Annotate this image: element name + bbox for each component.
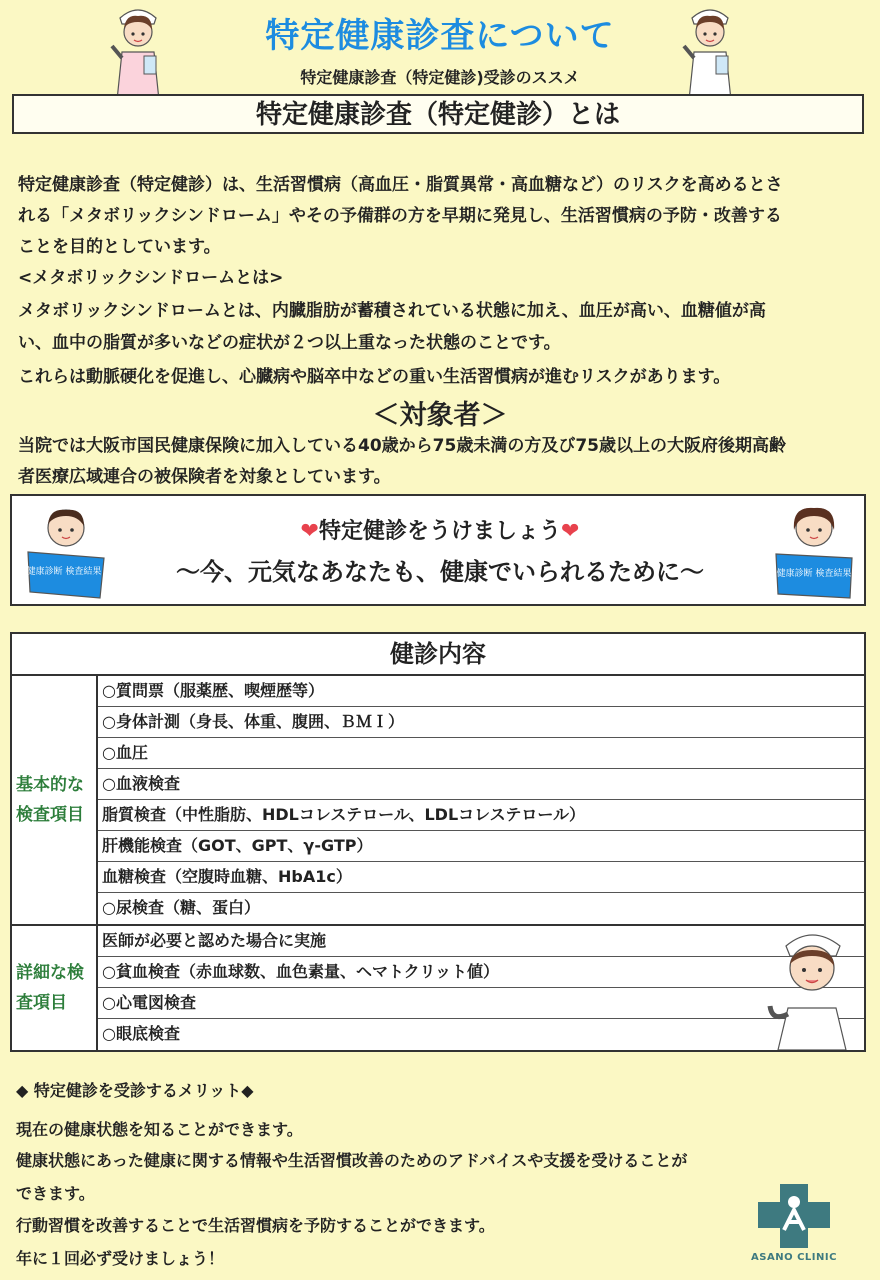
heart-icon: ❤ [300, 519, 319, 544]
benefit-line-5: 年に１回必ず受けましょう！ [16, 1249, 225, 1268]
intro-line-3: ことを目的としています。 [18, 237, 221, 257]
clinic-name: ASANO CLINIC [751, 1252, 837, 1263]
svg-text:健康診断 検査結果: 健康診断 検査結果 [776, 569, 852, 579]
exam-content-table [10, 632, 866, 1052]
table-row: ○血液検査 [98, 769, 864, 800]
table-row: ○貧血検査（赤血球数、血色素量、ヘマトクリット値） [98, 957, 864, 988]
table-row: 血糖検査（空腹時血糖、HbA1c） [98, 862, 864, 893]
table-row: ○身体計測（身長、体重、腹囲、ＢＭＩ） [98, 707, 864, 738]
table-row: 肝機能検査（GOT、GPT、γ-GTP） [98, 831, 864, 862]
table-row: 医師が必要と認めた場合に実施 [98, 926, 864, 957]
checkup-banner [10, 494, 866, 606]
girl-reading-illustration [768, 500, 860, 604]
table-title: 健診内容 [12, 634, 864, 676]
target-line-2: 者医療広域連合の被保険者を対象としています。 [18, 467, 391, 487]
banner-line-1: ❤特定健診をうけましょう❤ [300, 519, 580, 544]
table-row: ○質問票（服薬歴、喫煙歴等） [98, 676, 864, 707]
benefits-heading: ◆ 特定健診を受診するメリット◆ [16, 1081, 254, 1100]
benefit-line-3: できます。 [16, 1184, 95, 1203]
target-heading: ＜対象者＞ [372, 400, 508, 431]
table-row: ○血圧 [98, 738, 864, 769]
page-title: 特定健康診査について [265, 16, 615, 56]
benefit-line-4: 行動習慣を改善することで生活習慣病を予防することができます。 [16, 1216, 495, 1235]
table-row: ○心電図検査 [98, 988, 864, 1019]
basic-items-label: 基本的な検査項目 [12, 676, 98, 926]
intro-line-2: れる「メタボリックシンドローム」やその予備群の方を早期に発見し、生活習慣病の予防・改善する [18, 206, 782, 226]
table-row: 脂質検査（中性脂肪、HDLコレステロール、LDLコレステロール） [98, 800, 864, 831]
table-row: ○眼底検査 [102, 1024, 180, 1043]
target-line-1: 当院では大阪市国民健康保険に加入している40歳から75歳未満の方及び75歳以上の大阪府後期高齢 [18, 436, 786, 456]
page-subtitle: 特定健康診査（特定健診)受診のススメ [300, 68, 580, 87]
svg-text:健康診断 検査結果: 健康診断 検査結果 [26, 567, 102, 577]
clinic-cross-icon [748, 1180, 840, 1252]
detail-items-label: 詳細な検査項目 [12, 926, 98, 1050]
benefit-line-1: 現在の健康状態を知ることができます。 [16, 1120, 303, 1139]
metabolic-heading: <メタボリックシンドロームとは> [18, 268, 284, 288]
banner-line-2: ～今、元気なあなたも、健康でいられるために～ [176, 558, 704, 586]
benefit-line-2: 健康状態にあった健康に関する情報や生活習慣改善のためのアドバイスや支援を受けることが [16, 1151, 688, 1170]
heart-icon: ❤ [561, 519, 580, 544]
intro-line-6: い、血中の脂質が多いなどの症状が２つ以上重なった状態のことです。 [18, 333, 561, 353]
intro-line-1: 特定健康診査（特定健診）は、生活習慣病（高血圧・脂質異常・高血糖など）のリスクを高めるとさ [18, 175, 783, 195]
section-title: 特定健康診査（特定健診）とは [12, 94, 864, 134]
nurse-pointing-illustration [764, 924, 860, 1050]
clinic-logo [748, 1180, 840, 1274]
table-row: ○尿検査（糖、蛋白） [98, 893, 864, 926]
intro-line-7: これらは動脈硬化を促進し、心臓病や脳卒中などの重い生活習慣病が進むリスクがあります。 [18, 367, 731, 387]
intro-line-5: メタボリックシンドロームとは、内臓脂肪が蓄積されている状態に加え、血圧が高い、血糖値が高 [18, 301, 766, 321]
